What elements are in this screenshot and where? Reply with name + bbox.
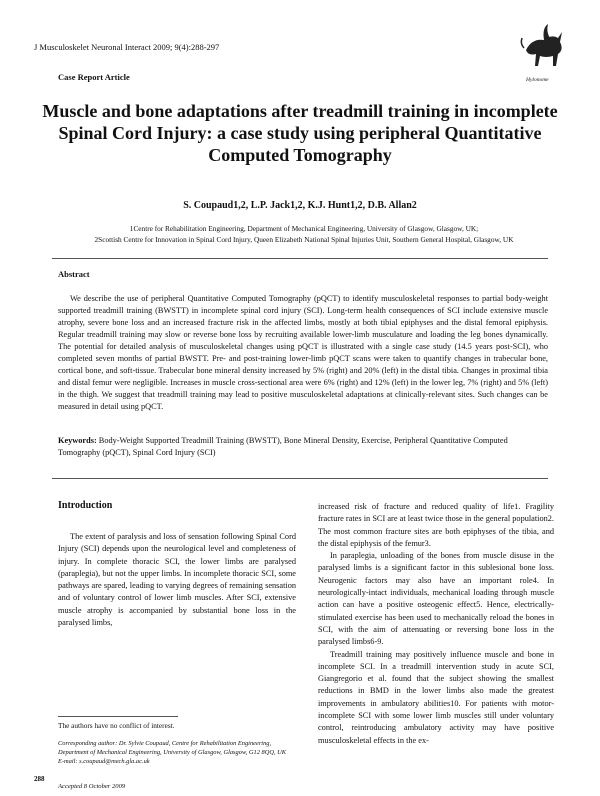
paragraph: Treadmill training may positively influence muscle and bone in incomplete SCI. In a treadmill intervention study in acute SCI, Giangregorio et al. found that the subject showing the smallest reductions in BMD in the lower limbs also made the greatest improvements in ambulatory abilities10. For patients with motor-incomplete SCI with some lower limb muscles still under voluntary control, reintroducing ambulatory activity may have positive musculoskeletal effects in the ex-: [318, 649, 554, 745]
affiliation-1: 1Centre for Rehabilitation Engineering, Department of Mechanical Engineering, University of Glasgow, Glasgow, UK;: [129, 224, 479, 233]
corresponding-author: [58, 740, 296, 766]
divider: [52, 478, 548, 479]
keywords-label: Keywords:: [58, 436, 97, 445]
abstract-text: We describe the use of peripheral Quantitative Computed Tomography (pQCT) to identify musculoskeletal responses to partial body-weight supported treadmill training (BWSTT) in incomplete spinal cord injury (SCI). Long-term health consequences of SCI include extensive muscle atrophy, severe bone loss and an increased fracture risk in the affected limbs, mostly at both tibial epiphyses and the distal femoral epiphysis. Regular treadmill training may slow or reverse bone loss by recruiting available lower-limb musculature and loading the leg bones dynamically. The potential for detailed analysis of musculoskeletal changes using pQCT is illustrated with a single case study (14.5 years post-SCI), who completed seven months of partial BWSTT. Pre- and post-training lower-limb pQCT scans were taken to quantify changes in trabecular bone, cortical bone, and soft-tissue. Trabecular bone mineral density increased by 5% (right) and 20% (left) in the distal tibia. Changes in proximal tibia and distal femur were negligible. Increases in muscle cross-sectional area were 6% (right) and 12% (left) in the lower leg, 7% (right) and 5% (left) in the thigh. We suggest that treadmill training may lead to positive musculoskeletal adaptations at clinically-relevant sites. Such changes can be measured in detail using pQCT.: [58, 294, 548, 411]
keywords: [58, 435, 548, 459]
corresponding-text: Corresponding author: Dr. Sylvie Coupaud, Centre for Rehabilitation Engineering, Department of Mechanical Engineering, University of Glasgow, Glasgow, G12 8QQ, UK: [58, 740, 287, 756]
logo-text: Hylonome: [526, 77, 549, 83]
conflict-statement: The authors have no conflict of interest.: [58, 721, 175, 730]
keywords-text: Body-Weight Supported Treadmill Training (BWSTT), Bone Mineral Density, Exercise, Peripheral Quantitative Computed Tomography (pQCT), Spinal Cord Injury (SCI): [58, 436, 508, 457]
journal-citation: J Musculoskelet Neuronal Interact 2009; 9(4):288-297: [34, 42, 220, 52]
intro-right-column: [318, 501, 554, 747]
journal-logo-icon: [518, 20, 568, 80]
paragraph: In paraplegia, unloading of the bones from muscle disuse in the paralysed limbs is a significant factor in this sublesional bone loss. Neurogenic factors may also have an important role4. In neurologically-intact individuals, mechanical loading through muscle action can have a positive osteogenic effect5. Hence, electrically-stimulated exercise has been used to mechanically reload the bones in SCI, with the aim of attenuating or reversing bone loss in the paralysed limbs6-9.: [318, 551, 554, 647]
accepted-date: Accepted 8 October 2009: [58, 783, 126, 790]
footnote-rule: [58, 716, 178, 717]
paper-title: Muscle and bone adaptations after treadmill training in incomplete Spinal Cord Injury: a case study using peripheral Quantitative Computed Tomography: [42, 101, 558, 165]
section-heading: Introduction: [58, 500, 113, 511]
author-list: S. Coupaud1,2, L.P. Jack1,2, K.J. Hunt1,2, D.B. Allan2: [183, 200, 417, 211]
abstract-heading: Abstract: [58, 269, 90, 279]
email: E-mail: s.coupaud@mech.gla.ac.uk: [58, 757, 150, 765]
article-type: Case Report Article: [58, 72, 130, 82]
paragraph: increased risk of fracture and reduced quality of life1. Fragility fracture rates in SCI are at least twice those in the general population2. The most common fracture sites are both epiphyses of the tibia, and the distal epiphysis of the femur3.: [318, 502, 554, 548]
intro-left-column: The extent of paralysis and loss of sensation following Spinal Cord Injury (SCI) depends upon the neurological level and completeness of injury. In complete thoracic SCI, the lower limbs are paralysed (paraplegia), but not the upper limbs. In incomplete thoracic SCI, some pathways are spared, leading to varying degrees of remaining sensation and of voluntary control of lower limb muscles. After SCI, extensive muscle atrophy is accompanied by substantial bone loss in the paralysed limbs,: [58, 532, 296, 628]
divider: [52, 258, 548, 259]
page-number: 288: [34, 775, 45, 783]
affiliation-2: 2Scottish Centre for Innovation in Spinal Cord Injury, Queen Elizabeth National Spinal Injuries Unit, Southern General Hospital, Glasgow, UK: [94, 235, 514, 244]
